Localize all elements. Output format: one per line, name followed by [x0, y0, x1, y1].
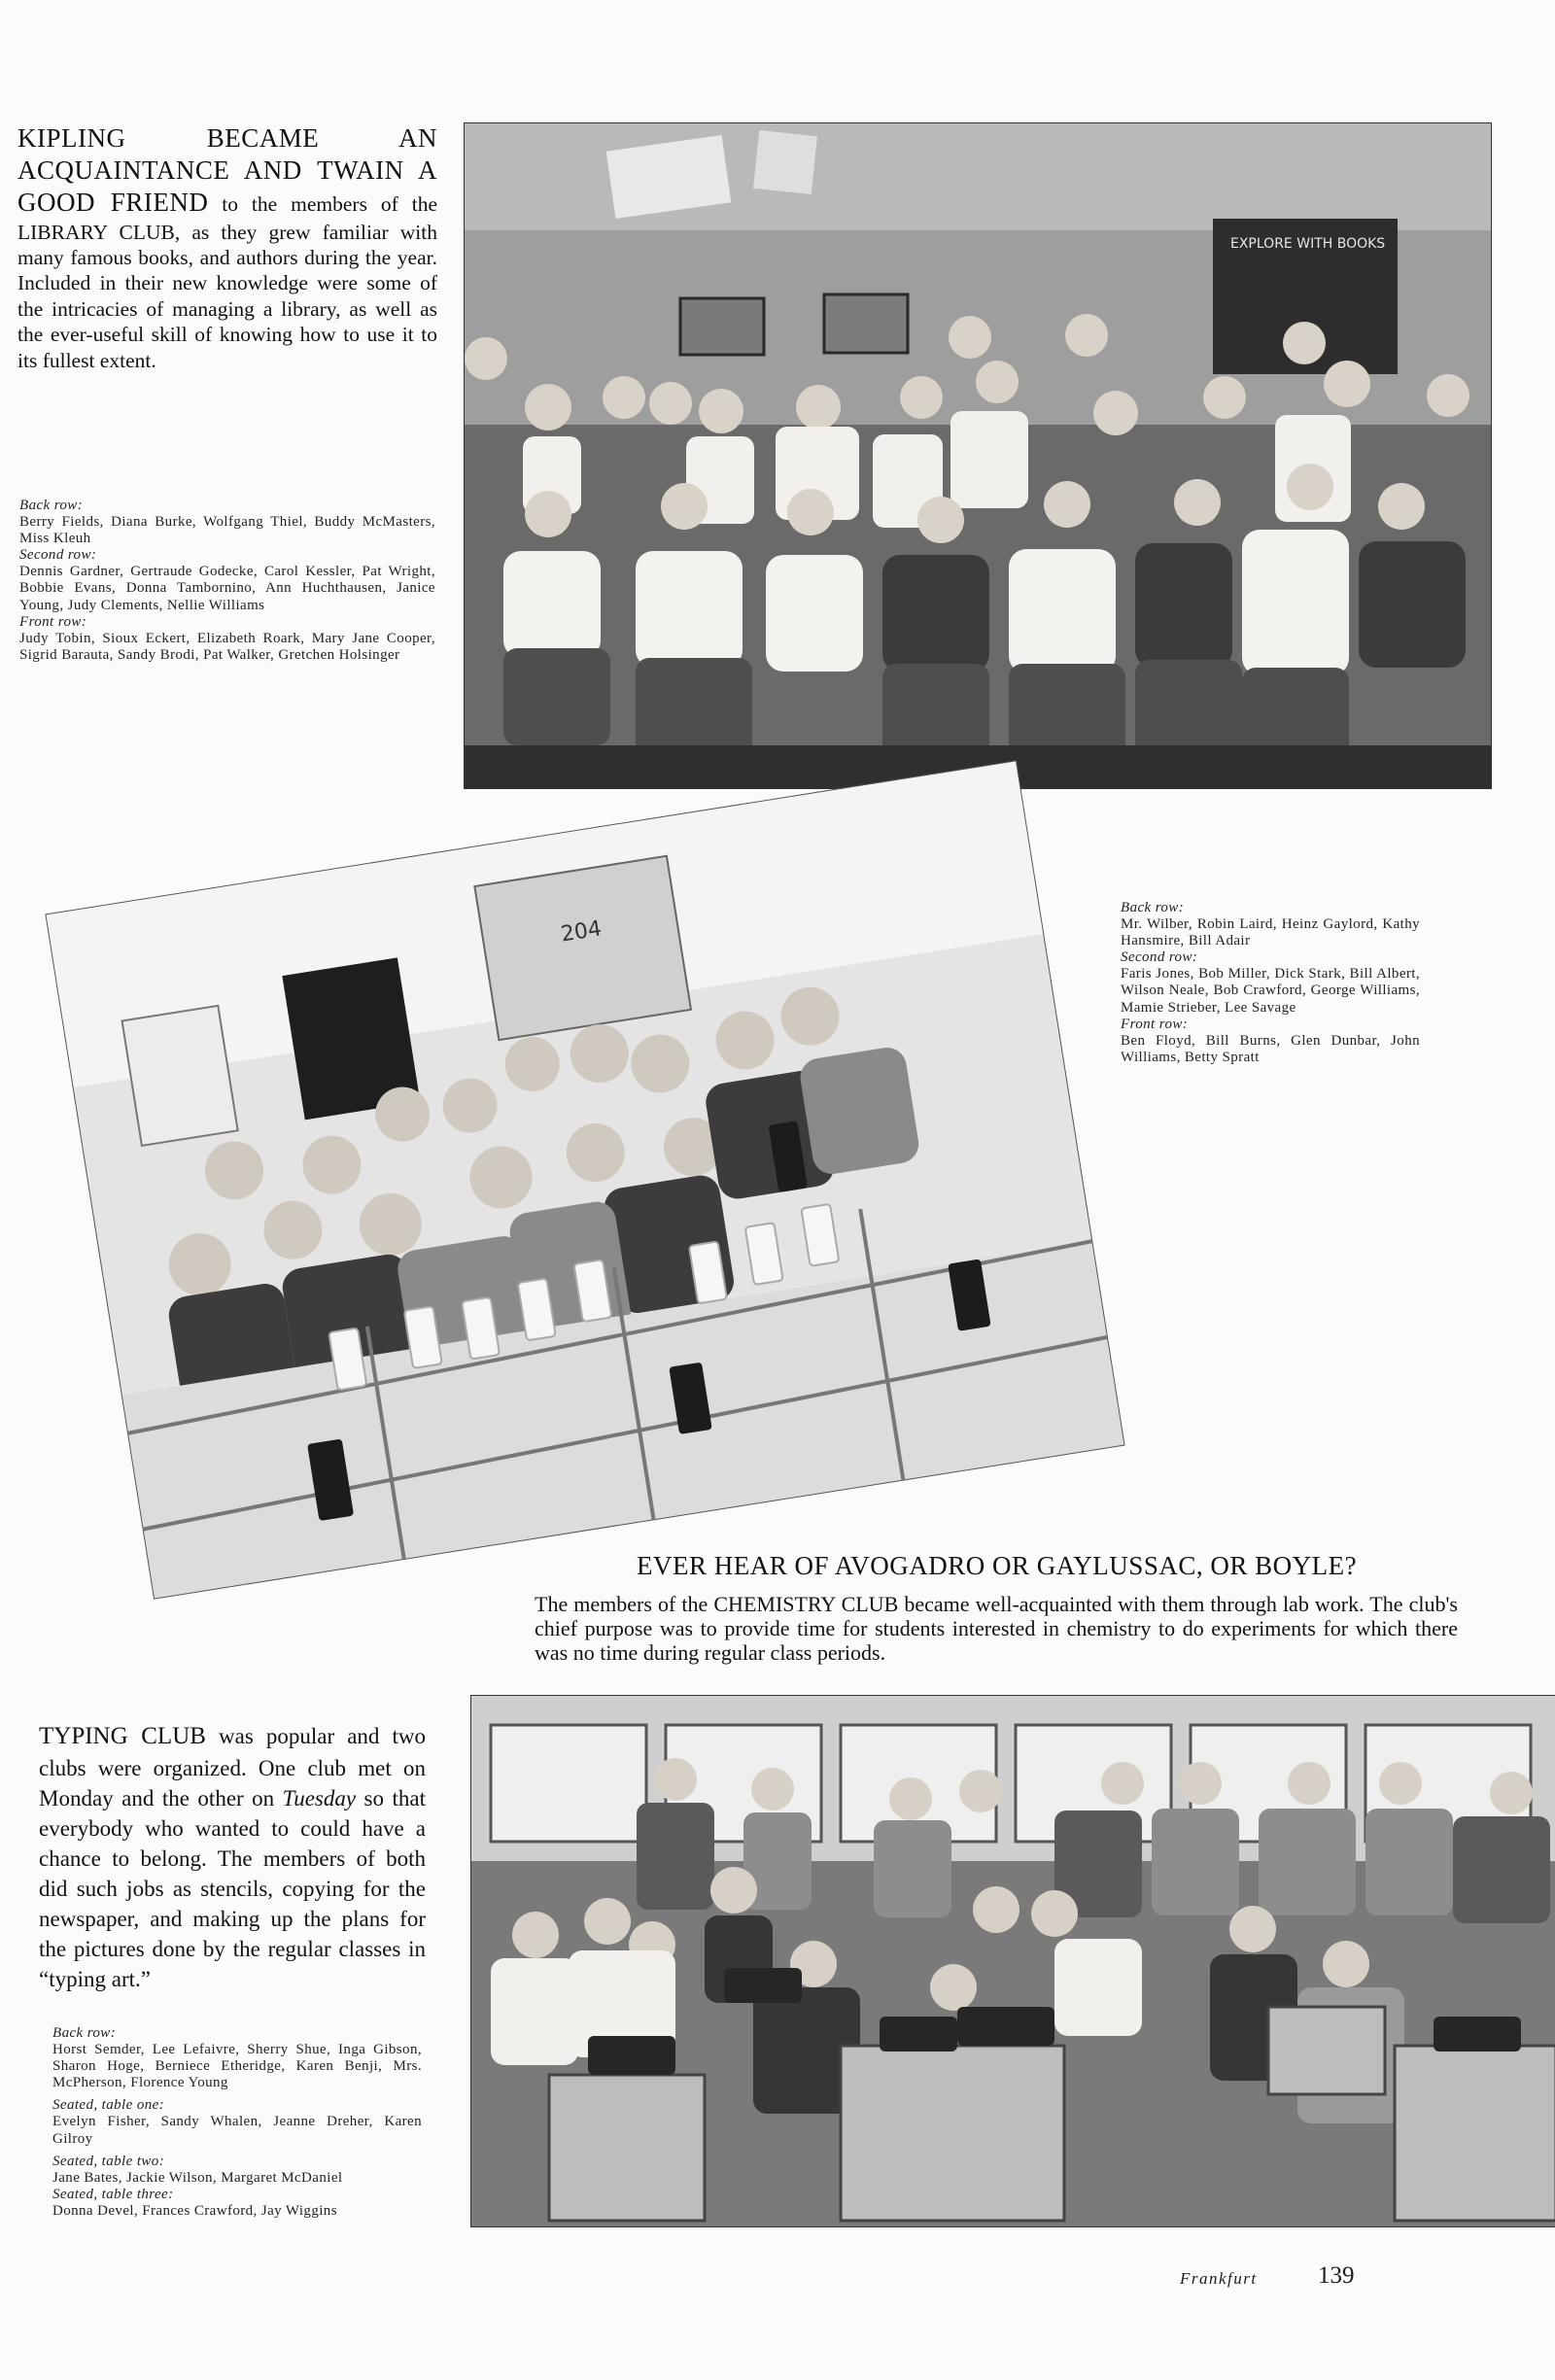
caption-label: Second row:: [19, 547, 97, 564]
typing-lead: TYPING CLUB: [39, 1723, 206, 1749]
caption-names: Berry Fields, Diana Burke, Wolfgang Thiel, Buddy McMasters, Miss Kleuh: [19, 514, 435, 547]
typing-club-photo: [470, 1695, 1555, 2227]
typing-photo-scene: [471, 1696, 1555, 2226]
caption-label: Seated, table three:: [52, 2186, 174, 2202]
caption-names: Evelyn Fisher, Sandy Whalen, Jeanne Dreher, Karen Gilroy: [52, 2114, 422, 2147]
chemistry-club-photo: [45, 760, 1124, 1600]
chemistry-caption: [1121, 900, 1420, 1066]
library-caption: [19, 498, 435, 664]
caption-label: Back row:: [52, 2025, 117, 2041]
chemistry-body: The members of the CHEMISTRY CLUB became well-acquainted with them through lab work. The club's chief purpose was to provide time for students interested in chemistry to do experiments for which there was no time during regular class periods.: [535, 1592, 1458, 1666]
typing-body-italic: Tuesday: [282, 1785, 357, 1811]
library-body: to the members of the LIBRARY CLUB, as they grew familiar with many famous books, and authors during the year. Included in their new knowledge were some of the intricacies of managing a library, as well as the ever-useful skill of knowing how to use it to its fullest extent.: [17, 192, 438, 372]
poster-text: EXPLORE WITH BOOKS: [1230, 236, 1386, 252]
caption-names: Donna Devel, Frances Crawford, Jay Wiggins: [52, 2202, 337, 2219]
caption-names: Judy Tobin, Sioux Eckert, Elizabeth Roark, Mary Jane Cooper, Sigrid Barauta, Sandy Brodi, Pat Walker, Gretchen Holsinger: [19, 630, 435, 663]
page-number: 139: [1318, 2262, 1355, 2289]
caption-names: Mr. Wilber, Robin Laird, Heinz Gaylord, Kathy Hansmire, Bill Adair: [1121, 916, 1420, 949]
typing-intro: [39, 1720, 426, 1994]
caption-label: Seated, table one:: [52, 2097, 165, 2114]
caption-names: Horst Semder, Lee Lefaivre, Sherry Shue, Inga Gibson, Sharon Hoge, Berniece Etheridge, Karen Benji, Mrs. McPherson, Florence Young: [52, 2042, 422, 2091]
library-club-photo: [464, 122, 1492, 789]
footer-publication: Frankfurt: [1180, 2269, 1258, 2288]
library-lead: KIPLING BECAME AN ACQUAINTANCE AND TWAIN A GOOD FRIEND: [17, 123, 437, 218]
caption-label: Front row:: [1121, 1016, 1189, 1032]
caption-names: Ben Floyd, Bill Burns, Glen Dunbar, John Williams, Betty Spratt: [1121, 1032, 1420, 1065]
caption-label: Front row:: [19, 613, 87, 630]
caption-label: Back row:: [1121, 900, 1185, 915]
caption-label: Second row:: [1121, 949, 1198, 966]
typing-body-part1: was popular and two clubs were organized. One club met on Monday and the other on: [39, 1724, 426, 1811]
caption-names: Faris Jones, Bob Miller, Dick Stark, Bill Albert, Wilson Neale, Bob Crawford, George Williams, Mamie Strieber, Lee Savage: [1121, 966, 1420, 1016]
chemistry-heading: EVER HEAR OF AVOGADRO OR GAYLUSSAC, OR BOYLE?: [637, 1551, 1358, 1580]
typing-caption: [52, 2025, 422, 2220]
caption-label: Back row:: [19, 498, 84, 513]
caption-label: Seated, table two:: [52, 2153, 165, 2169]
library-intro: [17, 122, 437, 373]
library-photo-scene: [465, 123, 1491, 788]
caption-names: Jane Bates, Jackie Wilson, Margaret McDaniel: [52, 2169, 343, 2186]
chemistry-photo-scene: [47, 761, 1124, 1598]
typing-body-part2: so that everybody who wanted to could have a chance to belong. The members of both did such jobs as stencils, copying for the newspaper, and making up the plans for the pictures done by the regular classes in “typing art.”: [39, 1785, 426, 1992]
room-number: 204: [559, 916, 604, 948]
caption-names: Dennis Gardner, Gertraude Godecke, Carol Kessler, Pat Wright, Bobbie Evans, Donna Tambornino, Ann Huchthausen, Janice Young, Judy Clements, Nellie Williams: [19, 564, 435, 613]
